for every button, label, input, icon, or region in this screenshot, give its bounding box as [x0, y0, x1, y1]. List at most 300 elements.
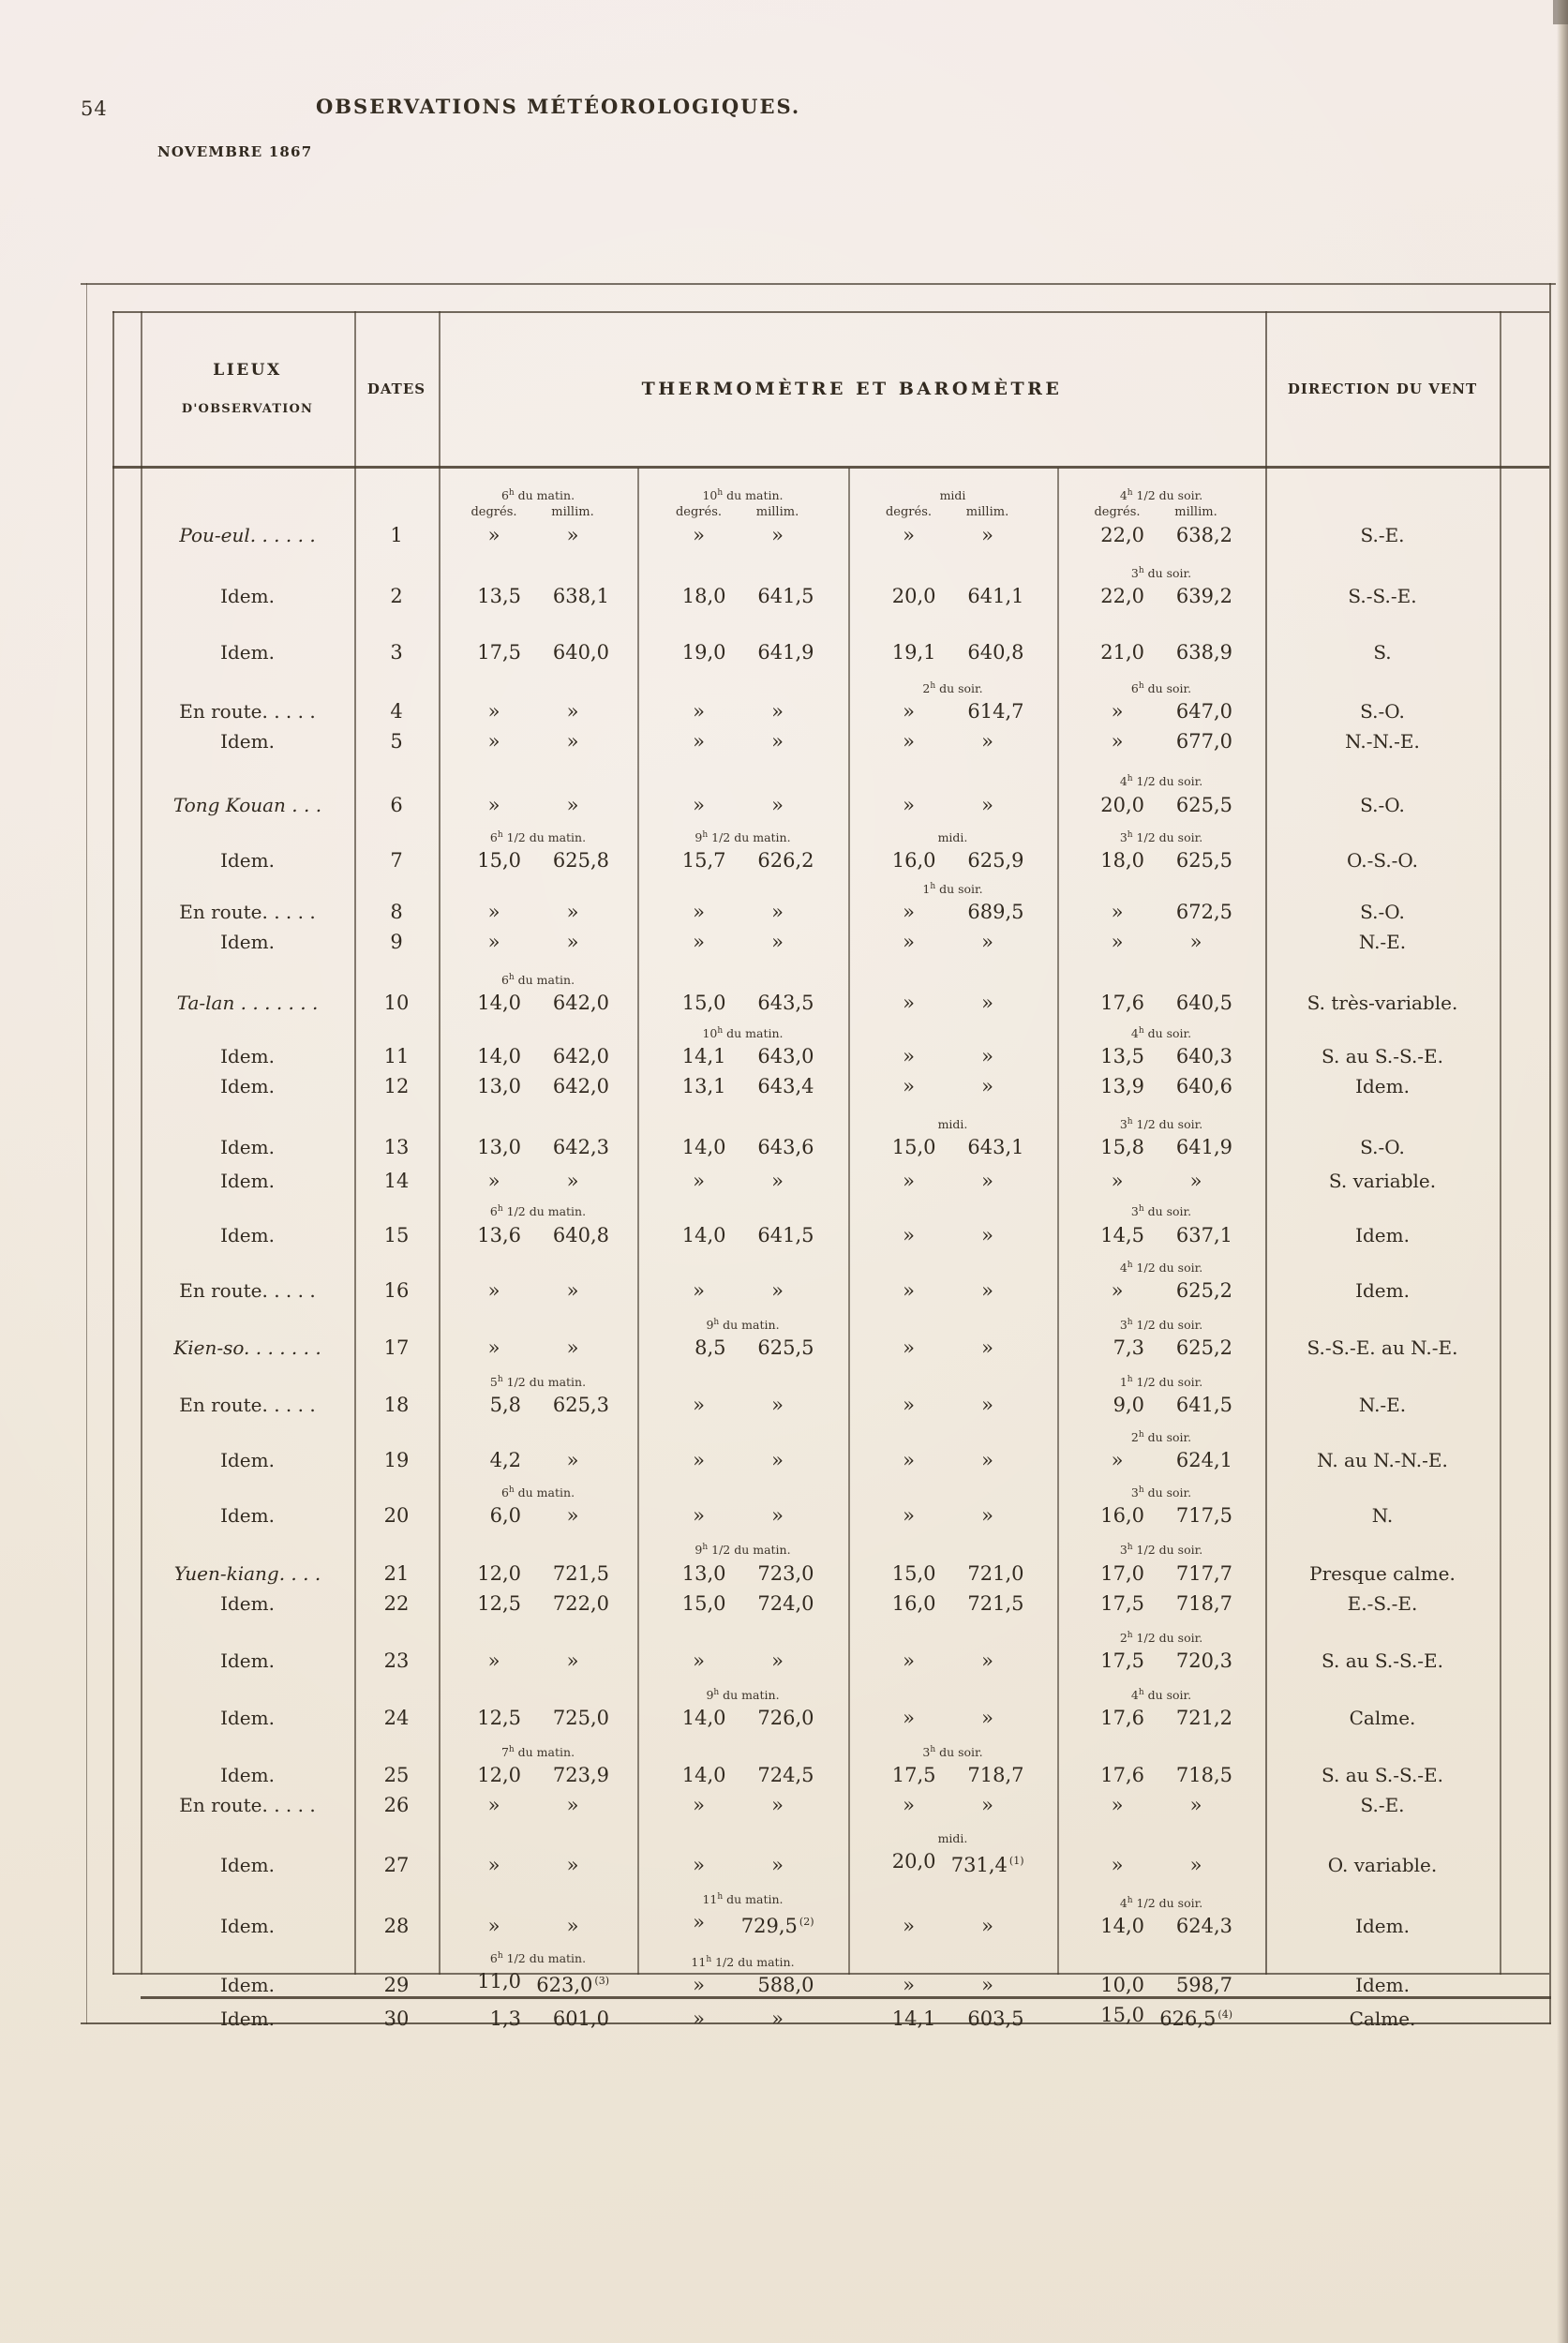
degrees-value: »: [903, 1649, 915, 1672]
observation-values: [439, 1221, 637, 1249]
obs-midi-cell: [848, 791, 1057, 819]
row-gutter-right: [1500, 1851, 1549, 1879]
date-cell: 9: [390, 930, 403, 953]
degrees-value: »: [693, 930, 705, 953]
obs-6h-matin-cell: [439, 1482, 637, 1530]
table-row: [112, 1684, 1549, 1732]
row-gutter-right: [1500, 898, 1549, 926]
wind-direction-cell: Presque calme.: [1309, 1561, 1456, 1585]
row-gutter-left: [112, 1446, 141, 1474]
date-cell: 19: [383, 1449, 410, 1472]
time-note: 3$^h$ 1/2 du soir.: [1119, 1317, 1203, 1332]
millimeters-value: 689,5: [967, 900, 1024, 923]
time-note: 2$^h$ du soir.: [922, 681, 983, 696]
degrees-value: 14,0: [1100, 1915, 1144, 1938]
obs-4h30-soir-cell: [1057, 1971, 1265, 1999]
obs-6h-matin-cell: [439, 1647, 637, 1675]
millimeters-value: »: [1189, 1853, 1202, 1876]
header-lieux-line2: D'OBSERVATION: [181, 402, 314, 416]
degrees-value: »: [903, 930, 915, 953]
wind-direction-cell: N.-E.: [1358, 1394, 1407, 1417]
degrees-value: »: [487, 1853, 500, 1876]
time-note: 10$^h$ du matin.: [702, 488, 784, 503]
row-gutter-left: [112, 1791, 141, 1819]
millimeters-value: 721,0: [967, 1561, 1024, 1585]
row-gutter-right: [1500, 791, 1549, 819]
obs-10h-matin-cell: [637, 1221, 848, 1249]
millimeters-value: 640,6: [1175, 1075, 1232, 1098]
time-note: 4$^h$ 1/2 du soir.: [1119, 1895, 1203, 1911]
table-header: [112, 311, 1549, 466]
observation-values: [637, 898, 848, 926]
observation-values: [1057, 1167, 1265, 1195]
table-row: [112, 2001, 1549, 2033]
obs-midi-cell: [848, 1647, 1057, 1675]
millimeters-value: 641,1: [967, 585, 1024, 608]
obs-midi-cell: [848, 1830, 1057, 1879]
obs-4h30-soir-cell: [1057, 1589, 1265, 1618]
row-gutter-right: [1500, 521, 1549, 549]
degrees-value: »: [1111, 730, 1124, 754]
observation-values: [848, 1042, 1057, 1070]
time-note: 3$^h$ du soir.: [1130, 1485, 1192, 1500]
obs-midi-cell: [848, 1072, 1057, 1100]
time-note: midi: [939, 488, 966, 503]
observation-values: [1057, 1042, 1265, 1070]
table-row: [112, 1830, 1549, 1879]
time-note: 6$^h$ du matin.: [500, 972, 575, 988]
row-gutter-right: [1500, 1912, 1549, 1940]
degrees-value: 13,6: [477, 1223, 521, 1246]
millimeters-value: »: [566, 1649, 579, 1672]
obs-midi-cell: [848, 1560, 1057, 1588]
obs-10h-matin-cell: [637, 727, 848, 755]
degrees-value: 22,0: [1100, 524, 1144, 547]
degrees-value: 12,5: [477, 1591, 521, 1615]
observation-values: [848, 727, 1057, 755]
date-cell: 28: [383, 1915, 410, 1938]
place-cell: Idem.: [220, 641, 275, 664]
units-row: degrés. millim.: [1094, 505, 1217, 520]
place-cell: Idem.: [220, 1706, 275, 1729]
obs-midi-cell: [848, 989, 1057, 1017]
millimeters-value: 614,7: [967, 700, 1024, 724]
obs-midi-cell: [848, 1704, 1057, 1732]
obs-midi-cell: [848, 727, 1057, 755]
millimeters-value: »: [981, 1336, 993, 1359]
millimeters-value: »: [771, 1170, 784, 1193]
obs-10h-matin-cell: [637, 1684, 848, 1732]
wind-direction-cell: S.-O.: [1360, 793, 1405, 816]
observation-values: [439, 521, 637, 549]
time-note: 5$^h$ 1/2 du matin.: [489, 1374, 587, 1390]
degrees-value: »: [903, 1504, 915, 1528]
millimeters-value: »: [771, 1278, 784, 1302]
observation-values: [439, 989, 637, 1017]
obs-10h-matin-cell: [637, 1761, 848, 1789]
time-note: 9$^h$ du matin.: [706, 1687, 780, 1702]
millimeters-value: 598,7: [1175, 1974, 1232, 1997]
millimeters-value: »: [981, 1170, 993, 1193]
millimeters-value: »: [981, 1449, 993, 1472]
obs-6h-matin-cell: [439, 1276, 637, 1305]
obs-10h-matin-cell: [637, 1791, 848, 1819]
observation-values: [848, 1560, 1057, 1588]
degrees-value: 22,0: [1100, 585, 1144, 608]
millimeters-value: »: [981, 930, 993, 953]
millimeters-value: 640,8: [967, 641, 1024, 664]
degrees-value: »: [487, 1793, 500, 1816]
table-row: [112, 1113, 1549, 1161]
row-gutter-left: [112, 928, 141, 956]
table-row: [112, 1539, 1549, 1587]
date-cell: 18: [383, 1394, 410, 1417]
row-gutter-right: [1500, 1791, 1549, 1819]
observation-values: [637, 1221, 848, 1249]
millimeters-value: 642,0: [552, 1045, 609, 1068]
row-gutter-left: [112, 1589, 141, 1618]
obs-midi-cell: [848, 487, 1057, 549]
millimeters-value: 642,0: [552, 1075, 609, 1098]
millimeters-value: »: [981, 1915, 993, 1938]
degrees-value: 17,5: [1100, 1591, 1144, 1615]
degrees-value: 15,0: [891, 1136, 936, 1159]
row-gutter-right: [1500, 582, 1549, 610]
row-gutter-left: [112, 1221, 141, 1249]
table-row: [112, 638, 1549, 666]
obs-midi-cell: [848, 1446, 1057, 1474]
degrees-value: »: [487, 1336, 500, 1359]
degrees-value: »: [903, 793, 915, 816]
degrees-value: 13,0: [477, 1075, 521, 1098]
place-cell: En route. . . . .: [179, 1394, 316, 1417]
degrees-value: 9,0: [1113, 1394, 1144, 1417]
millimeters-value: 625,2: [1175, 1278, 1232, 1302]
place-cell: Idem.: [220, 1763, 275, 1786]
wind-direction-cell: E.-S.-E.: [1347, 1591, 1418, 1615]
wind-direction-cell: S.-S.-E. au N.-E.: [1307, 1336, 1458, 1359]
obs-4h30-soir-cell: [1057, 1851, 1265, 1879]
observation-values: [637, 1391, 848, 1419]
wind-direction-cell: S.-O.: [1360, 700, 1405, 724]
millimeters-value: »: [981, 793, 993, 816]
observation-values: [1057, 2001, 1265, 2033]
observation-values: [848, 521, 1057, 549]
wind-direction-cell: Idem.: [1355, 1223, 1410, 1246]
degrees-value: 17,6: [1100, 1706, 1144, 1729]
millimeters-value: 726,0: [757, 1706, 814, 1729]
obs-6h-matin-cell: [439, 791, 637, 819]
observation-values: [1057, 1704, 1265, 1732]
row-gutter-left: [112, 1851, 141, 1879]
table-row: [112, 727, 1549, 755]
place-cell: Idem.: [220, 1136, 275, 1159]
obs-6h-matin-cell: [439, 697, 637, 725]
degrees-value: »: [1111, 1449, 1124, 1472]
degrees-value: 17,6: [1100, 1763, 1144, 1786]
obs-4h30-soir-cell: [1057, 485, 1265, 549]
row-gutter-right: [1500, 638, 1549, 666]
observation-values: [637, 1761, 848, 1789]
time-note: 4$^h$ 1/2 du soir.: [1119, 774, 1203, 789]
observation-values: [439, 1072, 637, 1100]
millimeters-value: 639,2: [1175, 585, 1232, 608]
millimeters-value: 724,5: [757, 1763, 814, 1786]
row-gutter-right: [1500, 2005, 1549, 2033]
observation-values: [637, 1851, 848, 1879]
observation-values: [1057, 1133, 1265, 1161]
degrees-value: »: [693, 1853, 705, 1876]
observation-values: [848, 1501, 1057, 1530]
degrees-value: 17,0: [1100, 1561, 1144, 1585]
degrees-value: »: [487, 900, 500, 923]
row-gutter-left: [112, 1072, 141, 1100]
millimeters-value: 641,5: [1175, 1394, 1232, 1417]
table-row: [112, 1627, 1549, 1675]
millimeters-value: »: [771, 1649, 784, 1672]
observation-values: [439, 1967, 637, 1999]
degrees-value: 13,0: [681, 1561, 726, 1585]
millimeters-value: 641,9: [1175, 1136, 1232, 1159]
degrees-value: 16,0: [1100, 1504, 1144, 1528]
obs-4h30-soir-cell: [1057, 1684, 1265, 1732]
place-cell: Idem.: [220, 1974, 275, 1997]
obs-10h-matin-cell: [637, 1391, 848, 1419]
time-note: 1$^h$ du soir.: [922, 881, 983, 896]
observation-values: [637, 1704, 848, 1732]
time-note: midi.: [937, 829, 968, 844]
header-direction-vent: DIRECTION DU VENT: [1287, 380, 1478, 397]
row-gutter-left: [112, 1334, 141, 1362]
obs-midi-cell: [848, 1912, 1057, 1940]
degrees-value: »: [487, 524, 500, 547]
row-gutter-right: [1500, 1560, 1549, 1588]
degrees-value: 12,0: [477, 1561, 521, 1585]
degrees-value: 19,1: [891, 641, 936, 664]
millimeters-value: 640,5: [1175, 992, 1232, 1015]
observation-values: [848, 638, 1057, 666]
observation-values: [848, 1791, 1057, 1819]
obs-6h-matin-cell: [439, 1589, 637, 1618]
obs-10h-matin-cell: [637, 1501, 848, 1530]
millimeters-value: 642,0: [552, 992, 609, 1015]
degrees-value: »: [903, 700, 915, 724]
date-cell: 14: [383, 1170, 410, 1193]
observation-values: [637, 791, 848, 819]
degrees-value: 19,0: [681, 641, 726, 664]
obs-4h30-soir-cell: [1057, 989, 1265, 1017]
time-note: 4$^h$ 1/2 du soir.: [1119, 1260, 1203, 1275]
place-cell: En route. . . . .: [179, 1793, 316, 1816]
obs-4h30-soir-cell: [1057, 678, 1265, 725]
degrees-value: 4,2: [489, 1449, 521, 1472]
observation-values: [848, 1704, 1057, 1732]
time-note: 3$^h$ du soir.: [1130, 566, 1192, 581]
date-cell: 2: [390, 585, 403, 608]
observation-values: [1057, 846, 1265, 874]
observation-values: [1057, 1391, 1265, 1419]
obs-10h-matin-cell: [637, 1133, 848, 1161]
observation-values: [848, 1221, 1057, 1249]
obs-midi-cell: [848, 1741, 1057, 1789]
millimeters-value: »: [566, 730, 579, 754]
obs-midi-cell: [848, 1167, 1057, 1195]
obs-midi-cell: [848, 878, 1057, 926]
units-row: degrés. millim.: [470, 505, 594, 520]
date-cell: 17: [383, 1336, 410, 1359]
obs-midi-cell: [848, 2005, 1057, 2033]
obs-4h30-soir-cell: [1057, 770, 1265, 818]
time-note: 4$^h$ 1/2 du soir.: [1119, 488, 1203, 503]
date-cell: 15: [383, 1223, 410, 1246]
header-lieux-line1: LIEUX: [213, 361, 282, 380]
millimeters-value: 722,0: [552, 1591, 609, 1615]
date-cell: 27: [383, 1853, 410, 1876]
obs-6h-matin-cell: [439, 1334, 637, 1362]
units-row: degrés. millim.: [675, 505, 799, 520]
time-note: midi.: [937, 1830, 968, 1845]
observation-values: [439, 1560, 637, 1588]
table-row: [112, 928, 1549, 956]
degrees-value: 5,8: [489, 1394, 521, 1417]
observation-values: [848, 1761, 1057, 1789]
observation-values: [848, 928, 1057, 956]
degrees-value: »: [693, 1449, 705, 1472]
millimeters-value: »: [566, 524, 579, 547]
observation-values: [439, 1133, 637, 1161]
observation-values: [848, 1589, 1057, 1618]
date-cell: 26: [383, 1793, 410, 1816]
obs-10h-matin-cell: [637, 1276, 848, 1305]
row-gutter-left: [112, 989, 141, 1017]
degrees-value: »: [903, 1170, 915, 1193]
table-row: [112, 485, 1549, 549]
observation-values: [439, 1334, 637, 1362]
table-row: [112, 969, 1549, 1017]
table-row: [112, 1201, 1549, 1248]
observation-values: [637, 1647, 848, 1675]
observation-values: [439, 1589, 637, 1618]
degrees-value: 16,0: [891, 848, 936, 872]
observation-values: [848, 1446, 1057, 1474]
place-cell: Idem.: [220, 1649, 275, 1672]
date-cell: 23: [383, 1649, 410, 1672]
row-gutter-right: [1500, 928, 1549, 956]
observation-values: [439, 2005, 637, 2033]
observation-values: [848, 1167, 1057, 1195]
millimeters-value: »: [981, 1504, 993, 1528]
time-note: 9$^h$ du matin.: [706, 1317, 780, 1332]
observation-values: [439, 791, 637, 819]
place-cell: Idem.: [220, 2007, 275, 2031]
row-gutter-right: [1500, 727, 1549, 755]
time-note: 11$^h$ 1/2 du matin.: [691, 1955, 795, 1970]
observation-values: [439, 727, 637, 755]
degrees-value: 12,0: [477, 1763, 521, 1786]
millimeters-value: 624,3: [1175, 1915, 1232, 1938]
row-gutter-right: [1500, 1072, 1549, 1100]
millimeters-value: »: [566, 900, 579, 923]
table-row: [112, 1314, 1549, 1362]
degrees-value: 14,0: [681, 1223, 726, 1246]
obs-6h-matin-cell: [439, 1133, 637, 1161]
obs-midi-cell: [848, 1391, 1057, 1419]
degrees-value: 17,6: [1100, 992, 1144, 1015]
obs-10h-matin-cell: [637, 791, 848, 819]
date-cell: 16: [383, 1278, 410, 1302]
footnote-marker: (4): [1217, 2008, 1232, 2022]
observation-values: [1057, 1971, 1265, 1999]
table-row: [112, 770, 1549, 818]
millimeters-value: »: [771, 1504, 784, 1528]
observation-values: [637, 638, 848, 666]
observation-values: [439, 1167, 637, 1195]
observation-values: [848, 1391, 1057, 1419]
footnote-marker: (3): [594, 1975, 609, 1988]
obs-10h-matin-cell: [637, 989, 848, 1017]
place-cell: Idem.: [220, 1045, 275, 1068]
wind-direction-cell: Idem.: [1355, 1915, 1410, 1938]
obs-midi-cell: [848, 928, 1057, 956]
row-gutter-left: [112, 898, 141, 926]
millimeters-value: 721,2: [1175, 1706, 1232, 1729]
millimeters-value: 625,5: [1175, 793, 1232, 816]
time-note: 3$^h$ 1/2 du soir.: [1119, 1117, 1203, 1132]
obs-6h-matin-cell: [439, 1167, 637, 1195]
observation-values: [439, 1704, 637, 1732]
millimeters-value: 623,0 $^{(3)}$: [536, 1974, 609, 1997]
wind-direction-cell: Idem.: [1355, 1974, 1410, 1997]
millimeters-value: 647,0: [1175, 700, 1232, 724]
obs-midi-cell: [848, 1791, 1057, 1819]
millimeters-value: 731,4 $^{(1)}$: [950, 1853, 1024, 1876]
wind-direction-cell: S. au S.-S.-E.: [1321, 1649, 1444, 1672]
degrees-value: »: [903, 1336, 915, 1359]
observation-values: [1057, 1647, 1265, 1675]
degrees-value: »: [1111, 1853, 1124, 1876]
obs-midi-cell: [848, 1589, 1057, 1618]
date-cell: 29: [383, 1974, 410, 1997]
obs-10h-matin-cell: [637, 1589, 848, 1618]
observation-values: [637, 1589, 848, 1618]
wind-direction-cell: S.-E.: [1360, 524, 1405, 547]
row-gutter-right: [1500, 989, 1549, 1017]
place-cell: Yuen-kiang. . . .: [173, 1561, 321, 1585]
table-row: [112, 678, 1549, 725]
degrees-value: »: [903, 1706, 915, 1729]
date-cell: 22: [383, 1591, 410, 1615]
obs-10h-matin-cell: [637, 928, 848, 956]
millimeters-value: »: [771, 1793, 784, 1816]
millimeters-value: »: [771, 1853, 784, 1876]
time-note: 6$^h$ 1/2 du matin.: [489, 1204, 587, 1219]
degrees-value: »: [903, 1045, 915, 1068]
millimeters-value: 641,5: [757, 585, 814, 608]
scan-corner-mark: [1553, 0, 1568, 24]
obs-10h-matin-cell: [637, 1851, 848, 1879]
millimeters-value: 625,3: [552, 1394, 609, 1417]
table-body: [112, 466, 1549, 2033]
millimeters-value: 625,5: [757, 1336, 814, 1359]
obs-midi-cell: [848, 1334, 1057, 1362]
observations-table: [112, 311, 1549, 2033]
degrees-value: 14,0: [477, 992, 521, 1015]
millimeters-value: »: [771, 2007, 784, 2031]
degrees-value: 10,0: [1100, 1974, 1144, 1997]
observation-values: [1057, 1446, 1265, 1474]
table-row: [112, 562, 1549, 610]
obs-4h30-soir-cell: [1057, 1113, 1265, 1161]
